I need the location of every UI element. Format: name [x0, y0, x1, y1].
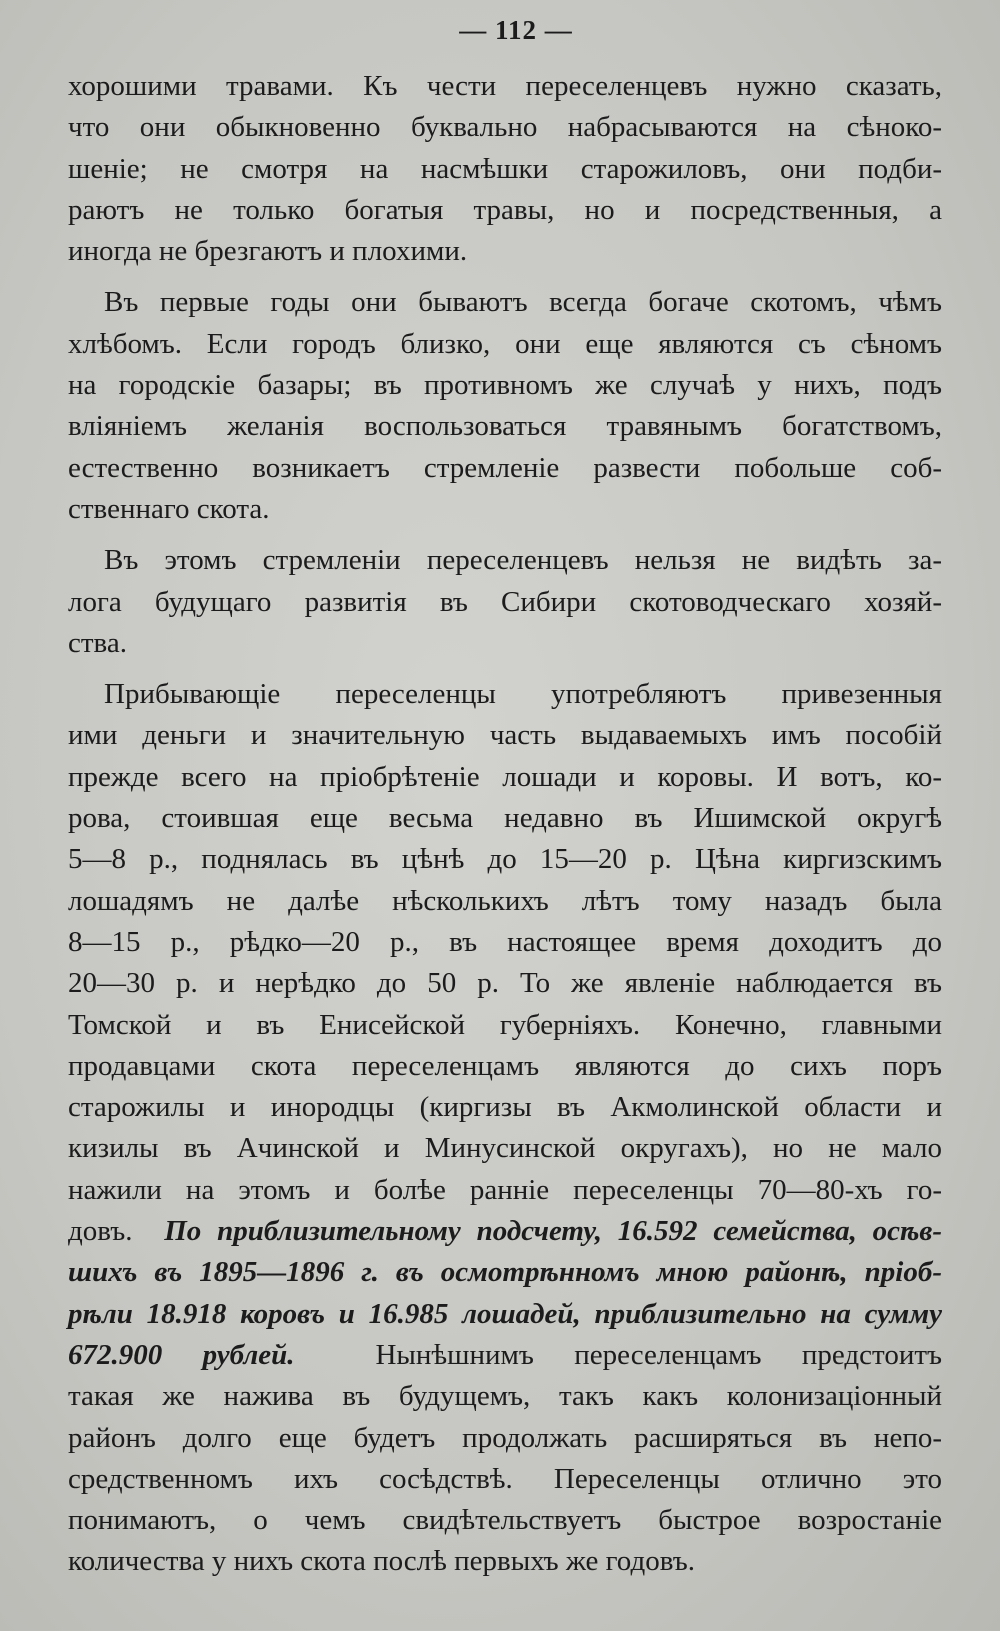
italic-emphasis-line: рѣли 18.918 коровъ и 16.985 лошадей, приблизительно на сумму [68, 1297, 942, 1330]
text-line: старожилы и инородцы (киргизы въ Акмолинской области и [68, 1091, 942, 1124]
text-line-mixed [68, 1335, 942, 1376]
text-line: хорошими травами. Къ чести переселенцевъ нужно сказать, [68, 70, 942, 102]
text-line: что они обыкновенно буквально набрасываются на сѣноко- [68, 111, 942, 144]
text-line: ства. [68, 626, 127, 659]
text-line: Въ первые годы они бываютъ всегда богаче скотомъ, чѣмъ [104, 286, 942, 319]
paragraph-1 [68, 66, 942, 272]
text-run: довъ. [68, 1215, 133, 1248]
text-line: кизилы въ Ачинской и Минусинской округахъ), но не мало [68, 1132, 942, 1165]
text-line: лога будущаго развитія въ Сибири скотоводческаго хозяй- [68, 585, 942, 618]
italic-emphasis: По приблизительному подсчету, 16.592 семейства, осѣв- [164, 1215, 943, 1248]
italic-emphasis: 672.900 рублей. [68, 1338, 295, 1371]
text-line: 5—8 р., поднялась въ цѣнѣ до 15—20 р. Цѣна киргизскимъ [68, 843, 942, 876]
text-line: количества у нихъ скота послѣ первыхъ же годовъ. [68, 1545, 695, 1578]
text-run: Нынѣшнимъ переселенцамъ предстоитъ [375, 1338, 943, 1371]
text-line: ственнаго скота. [68, 492, 270, 525]
paragraph-4 [68, 674, 942, 1583]
text-line: Прибывающіе переселенцы употребляютъ привезенныя [104, 678, 942, 711]
text-line: вліяніемъ желанія воспользоваться травянымъ богатствомъ, [68, 410, 942, 443]
paragraph-2 [68, 282, 942, 530]
text-line: рова, стоившая еще весьма недавно въ Ишимской округѣ [68, 802, 942, 835]
text-line: нажили на этомъ и болѣе ранніе переселенцы 70—80-хъ го- [68, 1173, 942, 1206]
text-line: Томской и въ Енисейской губерніяхъ. Конечно, главными [68, 1008, 942, 1041]
text-line: 20—30 р. и нерѣдко до 50 р. То же явленіе наблюдается въ [68, 967, 942, 1000]
text-line: раютъ не только богатыя травы, но и посредственныя, а [68, 193, 942, 226]
text-line: ими деньги и значительную часть выдаваемыхъ имъ пособій [68, 719, 942, 752]
page-number: — 112 — [459, 15, 573, 45]
text-line: на городскіе базары; въ противномъ же случаѣ у нихъ, подъ [68, 369, 942, 402]
italic-emphasis-line: шихъ въ 1895—1896 г. въ осмотрѣнномъ мною районѣ, пріоб- [68, 1256, 942, 1289]
paragraph-3 [68, 540, 942, 664]
text-line: такая же нажива въ будущемъ, такъ какъ колонизаціонный [68, 1380, 942, 1413]
text-line-mixed [68, 1211, 942, 1252]
text-line: 8—15 р., рѣдко—20 р., въ настоящее время доходитъ до [68, 925, 942, 958]
text-line: иногда не брезгаютъ и плохими. [68, 235, 468, 268]
text-line: продавцами скота переселенцамъ являются до сихъ поръ [68, 1049, 942, 1082]
text-line: понимаютъ, о чемъ свидѣтельствуетъ быстрое возростаніе [68, 1504, 942, 1537]
text-line: районъ долго еще будетъ продолжать расширяться въ непо- [68, 1421, 942, 1454]
text-line: Въ этомъ стремленіи переселенцевъ нельзя не видѣть за- [104, 544, 942, 577]
text-line: естественно возникаетъ стремленіе развести побольше соб- [68, 451, 942, 484]
text-line: прежде всего на пріобрѣтеніе лошади и коровы. И вотъ, ко- [68, 760, 942, 793]
text-line: шеніе; не смотря на насмѣшки старожиловъ, они подби- [68, 152, 942, 185]
text-line: хлѣбомъ. Если городъ близко, они еще являются съ сѣномъ [68, 327, 942, 360]
text-line: средственномъ ихъ сосѣдствѣ. Переселенцы отлично это [68, 1462, 942, 1495]
text-line: лошадямъ не далѣе нѣсколькихъ лѣтъ тому назадъ была [68, 884, 942, 917]
